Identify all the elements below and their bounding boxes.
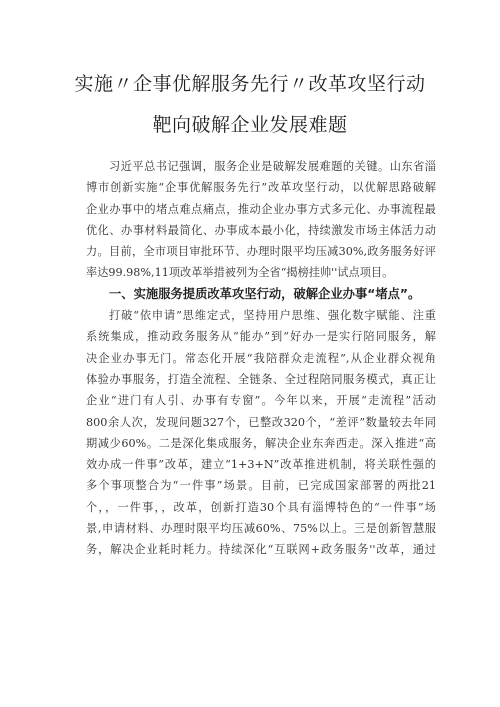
paragraph-2-line-7: 期减少60%。二是深化集成服务，解决企业东奔西走。深入推进“高 — [86, 436, 436, 450]
paragraph-1-line-3: 企业办事中的堵点难点痛点，推动企业办事方式多元化、办事流程最 — [86, 202, 436, 216]
paragraph-1-line-2: 博市创新实施“企事优解服务先行”改革攻坚行动，以优解思路破解 — [86, 181, 436, 195]
paragraph-1-line-5: 力。目前，全市项目审批环节、办理时限平均压减30%,政务服务好评 — [86, 245, 436, 259]
document-body — [86, 156, 436, 561]
paragraph-2-line-10: 个，，一件事，，改革，创新打造30个具有淄博特色的“一件事”场 — [86, 500, 436, 514]
section-heading-1: 一、实施服务提质改革攻坚行动，破解企业办事“堵点”。 — [109, 286, 421, 301]
document-title-line-2: 靶向破解企业发展难题 — [152, 114, 348, 136]
paragraph-2-line-3: 决企业办事无门。常态化开展“我陪群众走流程”,从企业群众视角 — [86, 351, 436, 365]
paragraph-2-line-11: 景,申请材料、办理时限平均压减60%、75%以上。三是创新智慧服 — [86, 522, 436, 536]
paragraph-2-line-6: 800余人次，发现问题327个，已整改320个，“差评”数量较去年同 — [86, 415, 436, 429]
paragraph-2-line-5: 企业“进门有人引、办事有专窗”。今年以来，开展“走流程”活动 — [86, 394, 436, 408]
paragraph-2-line-2: 系统集成，推动政务服务从“能办”到“好办一是实行陪同服务，解 — [86, 330, 436, 344]
paragraph-2-line-1: 打破“依申请”思维定式，坚持用户思维、强化数字赋能、注重 — [109, 309, 436, 323]
document-title-line-1: 实施〃企事优解服务先行〃改革攻坚行动 — [74, 73, 426, 95]
paragraph-1-line-6: 率达99.98%,11项改革举措被列为全省“揭榜挂帅''试点项目。 — [86, 266, 394, 280]
paragraph-1-line-4: 优化、办事材料最简化、办事成本最小化，持续激发市场主体活力动 — [86, 223, 436, 237]
paragraph-2-line-4: 体验办事服务，打造全流程、全链条、全过程陪同服务模式，真正让 — [86, 372, 436, 386]
paragraph-2-line-8: 效办成一件事”改革，建立“1+3+N”改革推进机制，将关联性强的 — [86, 458, 436, 472]
paragraph-2-line-9: 多个事项整合为“一件事”场景。目前，已完成国家部署的两批21 — [86, 479, 436, 493]
paragraph-2-line-12: 务，解决企业耗时耗力。持续深化“互联网+政务服务''改革，通过 — [86, 543, 436, 557]
paragraph-1-line-1: 习近平总书记强调，服务企业是破解发展难题的关键。山东省淄 — [109, 160, 436, 173]
